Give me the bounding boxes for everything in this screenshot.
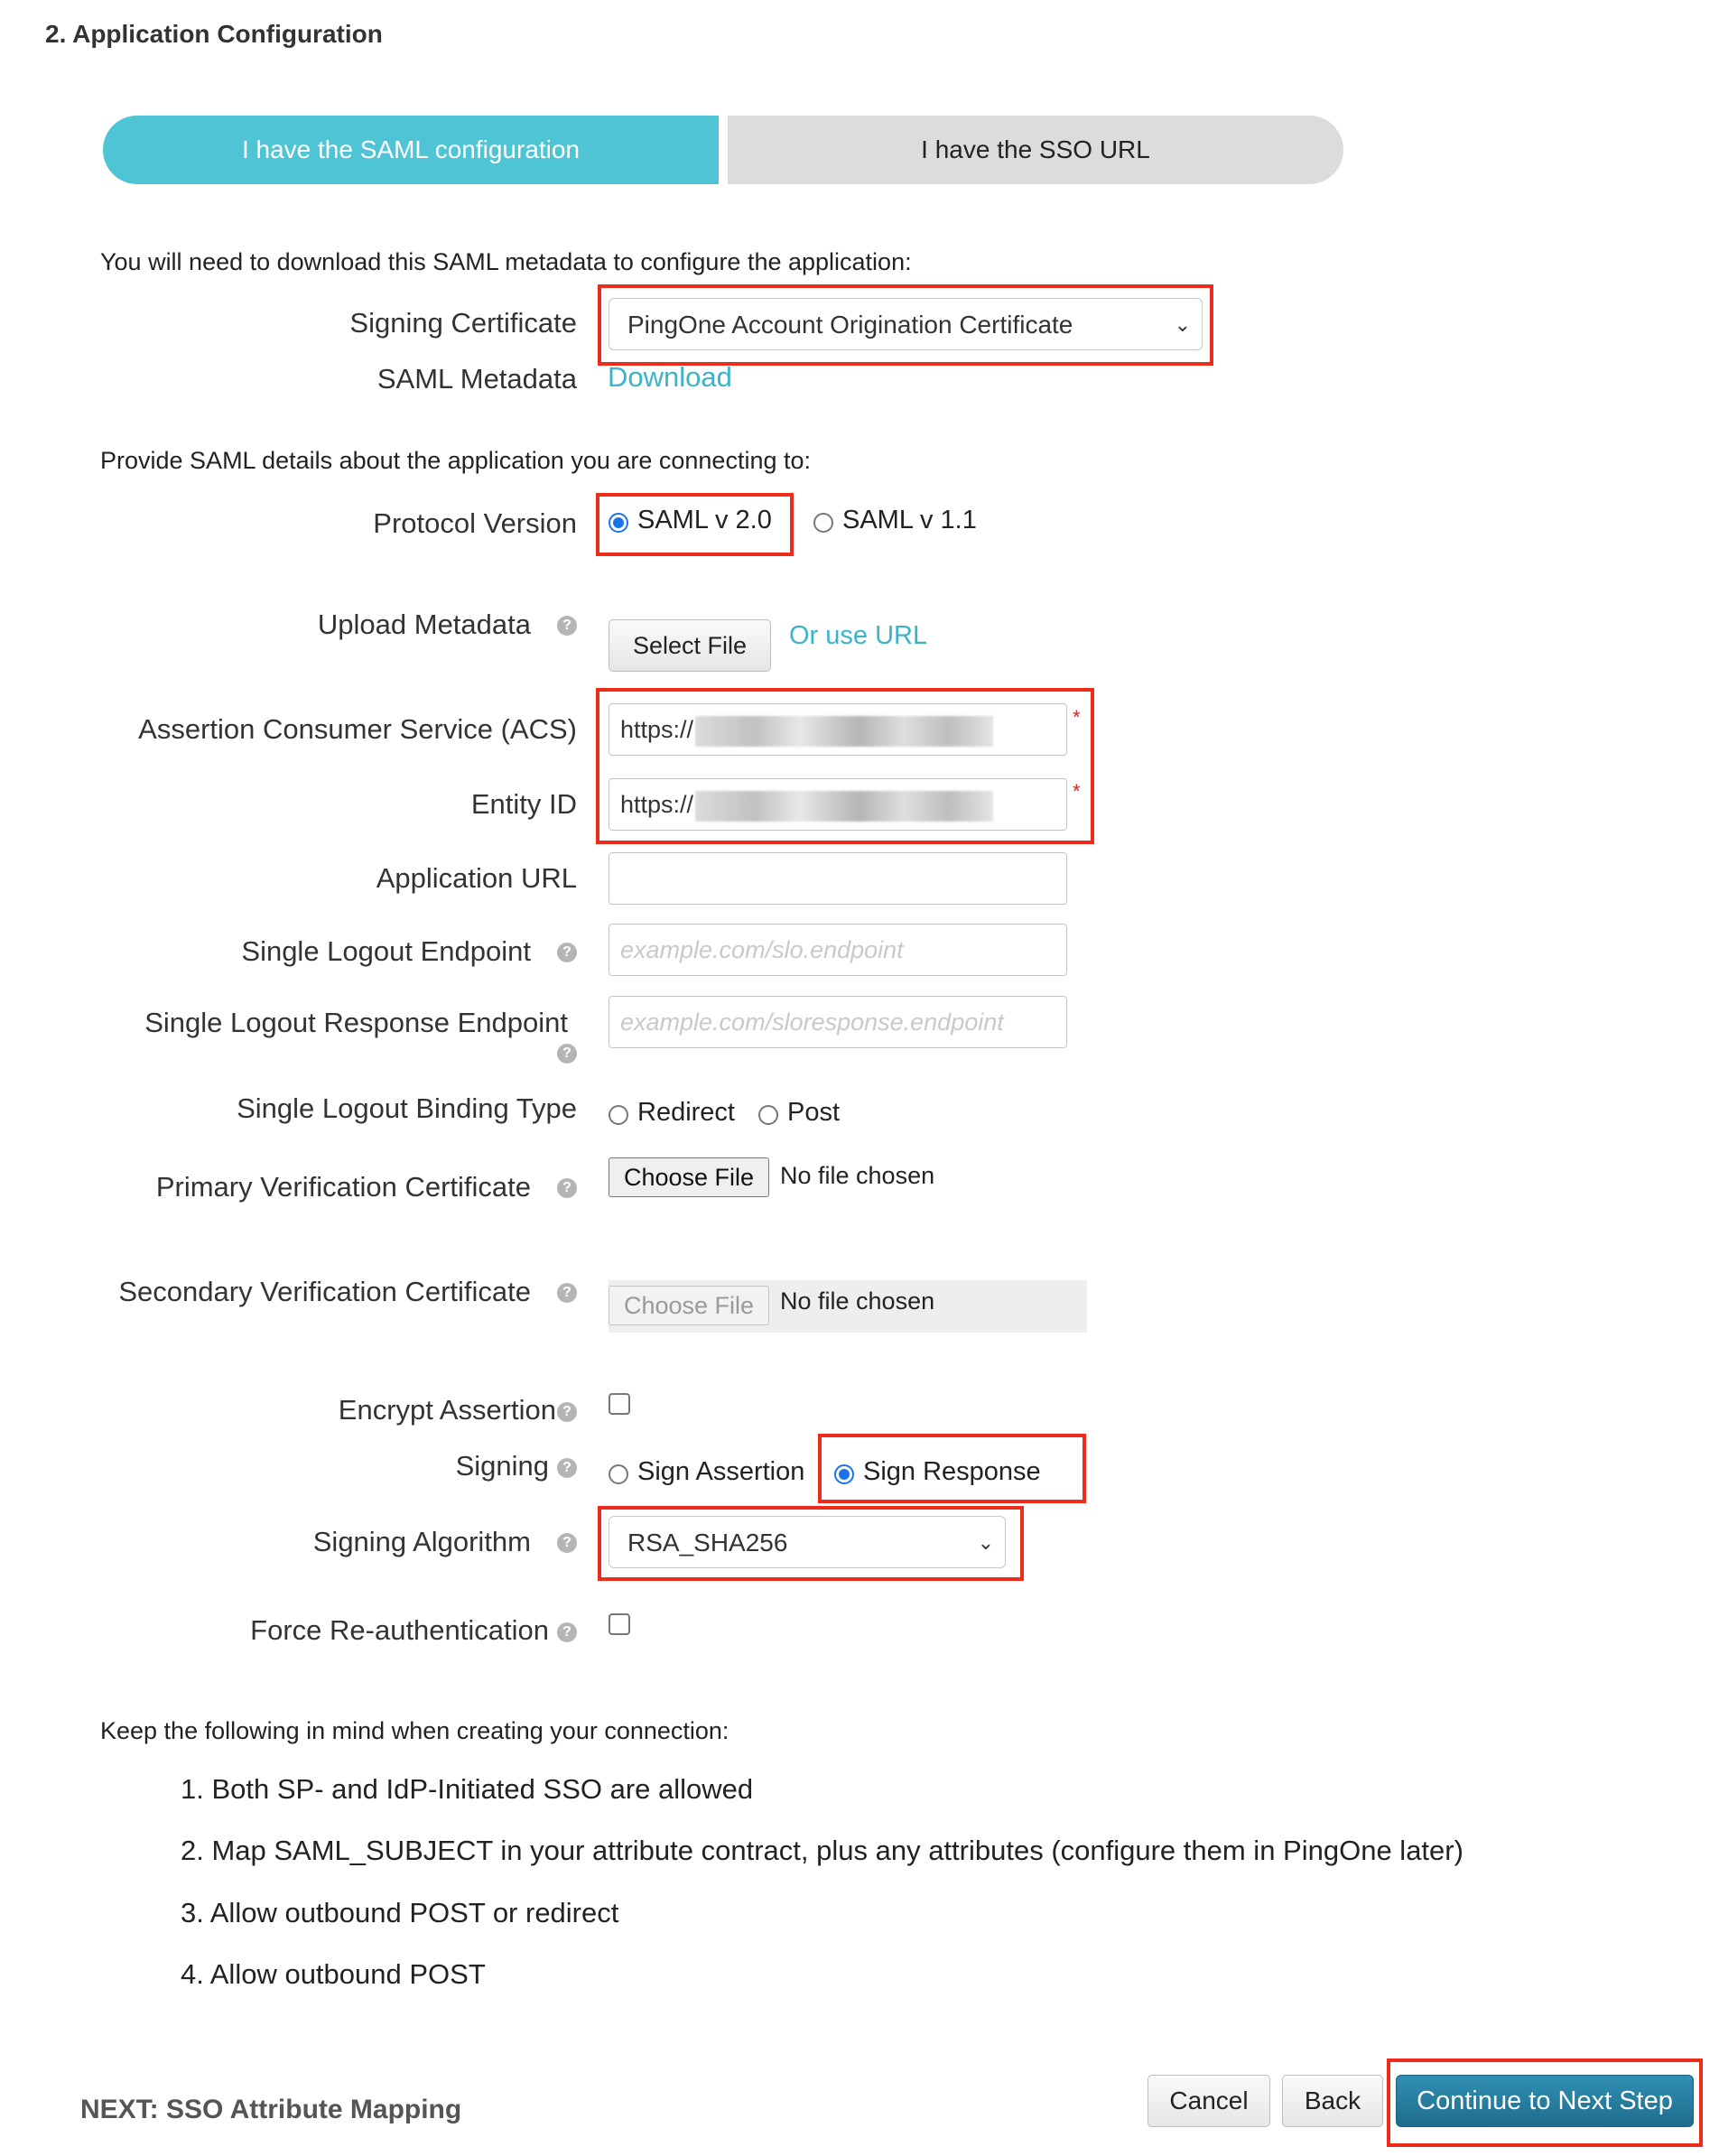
- secondary-choose-file-button[interactable]: Choose File: [609, 1286, 769, 1325]
- redacted-text: [695, 716, 993, 747]
- sign-response-label: Sign Response: [863, 1457, 1041, 1486]
- signing-algorithm-select[interactable]: [609, 1516, 1006, 1568]
- signing-algorithm-value: RSA_SHA256: [627, 1529, 788, 1557]
- download-link[interactable]: Download: [608, 361, 732, 393]
- tab-saml-configuration[interactable]: I have the SAML configuration: [103, 116, 719, 184]
- slo-endpoint-placeholder: example.com/slo.endpoint: [620, 936, 904, 963]
- help-circle-icon[interactable]: ?: [557, 1533, 577, 1553]
- application-url-label: Application URL: [376, 862, 577, 894]
- help-circle-icon[interactable]: ?: [557, 1178, 577, 1198]
- primary-file-status: No file chosen: [780, 1162, 935, 1189]
- signing-algorithm-label: Signing Algorithm: [312, 1526, 531, 1557]
- metadata-intro: You will need to download this SAML metadata to configure the application:: [100, 248, 912, 275]
- slo-response-endpoint-input[interactable]: [609, 996, 1067, 1048]
- force-reauth-checkbox[interactable]: [609, 1613, 630, 1635]
- sign-assertion-radio[interactable]: [609, 1464, 628, 1484]
- next-step-label: NEXT: SSO Attribute Mapping: [80, 2095, 462, 2124]
- back-button[interactable]: Back: [1282, 2075, 1383, 2127]
- help-circle-icon[interactable]: ?: [557, 616, 577, 636]
- help-circle-icon[interactable]: ?: [557, 1283, 577, 1303]
- acs-label: Assertion Consumer Service (ACS): [138, 713, 577, 745]
- slo-response-endpoint-label: Single Logout Response Endpoint: [144, 1007, 568, 1038]
- entity-id-label: Entity ID: [470, 788, 577, 820]
- required-marker: *: [1073, 706, 1081, 729]
- continue-button[interactable]: Continue to Next Step: [1396, 2075, 1694, 2127]
- chevron-down-icon: ⌄: [977, 1531, 994, 1554]
- saml-metadata-label: SAML Metadata: [376, 363, 577, 395]
- help-circle-icon[interactable]: ?: [557, 943, 577, 962]
- acs-input[interactable]: [609, 703, 1067, 756]
- select-file-button[interactable]: Select File: [609, 619, 771, 672]
- required-marker: *: [1073, 780, 1081, 803]
- sign-assertion-label: Sign Assertion: [637, 1457, 805, 1486]
- list-item: 3. Allow outbound POST or redirect: [181, 1897, 619, 1928]
- saml-v2-radio[interactable]: [609, 513, 628, 533]
- encrypt-assertion-label: Encrypt Assertion: [338, 1394, 556, 1426]
- notes-intro: Keep the following in mind when creating your connection:: [100, 1717, 729, 1744]
- post-radio[interactable]: [758, 1105, 778, 1125]
- encrypt-assertion-checkbox[interactable]: [609, 1393, 630, 1415]
- list-item: 1. Both SP- and IdP-Initiated SSO are allowed: [181, 1773, 754, 1805]
- help-circle-icon[interactable]: ?: [557, 1044, 577, 1064]
- entity-id-value: https://: [620, 791, 694, 818]
- list-item: 2. Map SAML_SUBJECT in your attribute contract, plus any attributes (configure them in PingOne later): [181, 1835, 1463, 1866]
- cancel-button[interactable]: Cancel: [1148, 2075, 1270, 2127]
- help-circle-icon[interactable]: ?: [557, 1402, 577, 1422]
- post-label: Post: [787, 1098, 841, 1127]
- acs-value: https://: [620, 716, 694, 743]
- details-intro: Provide SAML details about the application you are connecting to:: [100, 447, 811, 474]
- redirect-radio[interactable]: [609, 1105, 628, 1125]
- tab-sso-url[interactable]: I have the SSO URL: [728, 116, 1343, 184]
- help-circle-icon[interactable]: ?: [557, 1458, 577, 1478]
- chevron-down-icon: ⌄: [1174, 313, 1191, 336]
- entity-id-input[interactable]: [609, 778, 1067, 831]
- list-item: 4. Allow outbound POST: [181, 1958, 486, 1990]
- or-use-url-link[interactable]: Or use URL: [789, 621, 928, 650]
- help-circle-icon[interactable]: ?: [557, 1622, 577, 1642]
- saml-v11-radio[interactable]: [813, 513, 833, 533]
- primary-cert-label: Primary Verification Certificate: [155, 1171, 531, 1203]
- slo-endpoint-label: Single Logout Endpoint: [241, 935, 531, 967]
- saml-v2-label: SAML v 2.0: [637, 506, 772, 534]
- slo-response-endpoint-placeholder: example.com/sloresponse.endpoint: [620, 1008, 1004, 1036]
- slo-endpoint-input[interactable]: [609, 924, 1067, 976]
- saml-v11-label: SAML v 1.1: [842, 506, 977, 534]
- sign-response-radio[interactable]: [834, 1464, 854, 1484]
- signing-certificate-label: Signing Certificate: [349, 307, 577, 339]
- upload-metadata-label: Upload Metadata: [317, 609, 531, 640]
- protocol-version-label: Protocol Version: [373, 507, 577, 539]
- signing-certificate-select[interactable]: [609, 298, 1203, 350]
- application-url-input[interactable]: [609, 852, 1067, 905]
- slo-binding-type-label: Single Logout Binding Type: [237, 1092, 577, 1124]
- redirect-label: Redirect: [637, 1098, 735, 1127]
- primary-choose-file-button[interactable]: Choose File: [609, 1157, 769, 1197]
- redacted-text: [695, 791, 993, 822]
- force-reauth-label: Force Re-authentication: [250, 1614, 549, 1646]
- signing-certificate-value: PingOne Account Origination Certificate: [627, 311, 1073, 339]
- secondary-cert-label: Secondary Verification Certificate: [118, 1276, 531, 1307]
- signing-label: Signing: [455, 1450, 549, 1482]
- section-title: 2. Application Configuration: [45, 20, 383, 48]
- secondary-file-status: No file chosen: [780, 1287, 935, 1315]
